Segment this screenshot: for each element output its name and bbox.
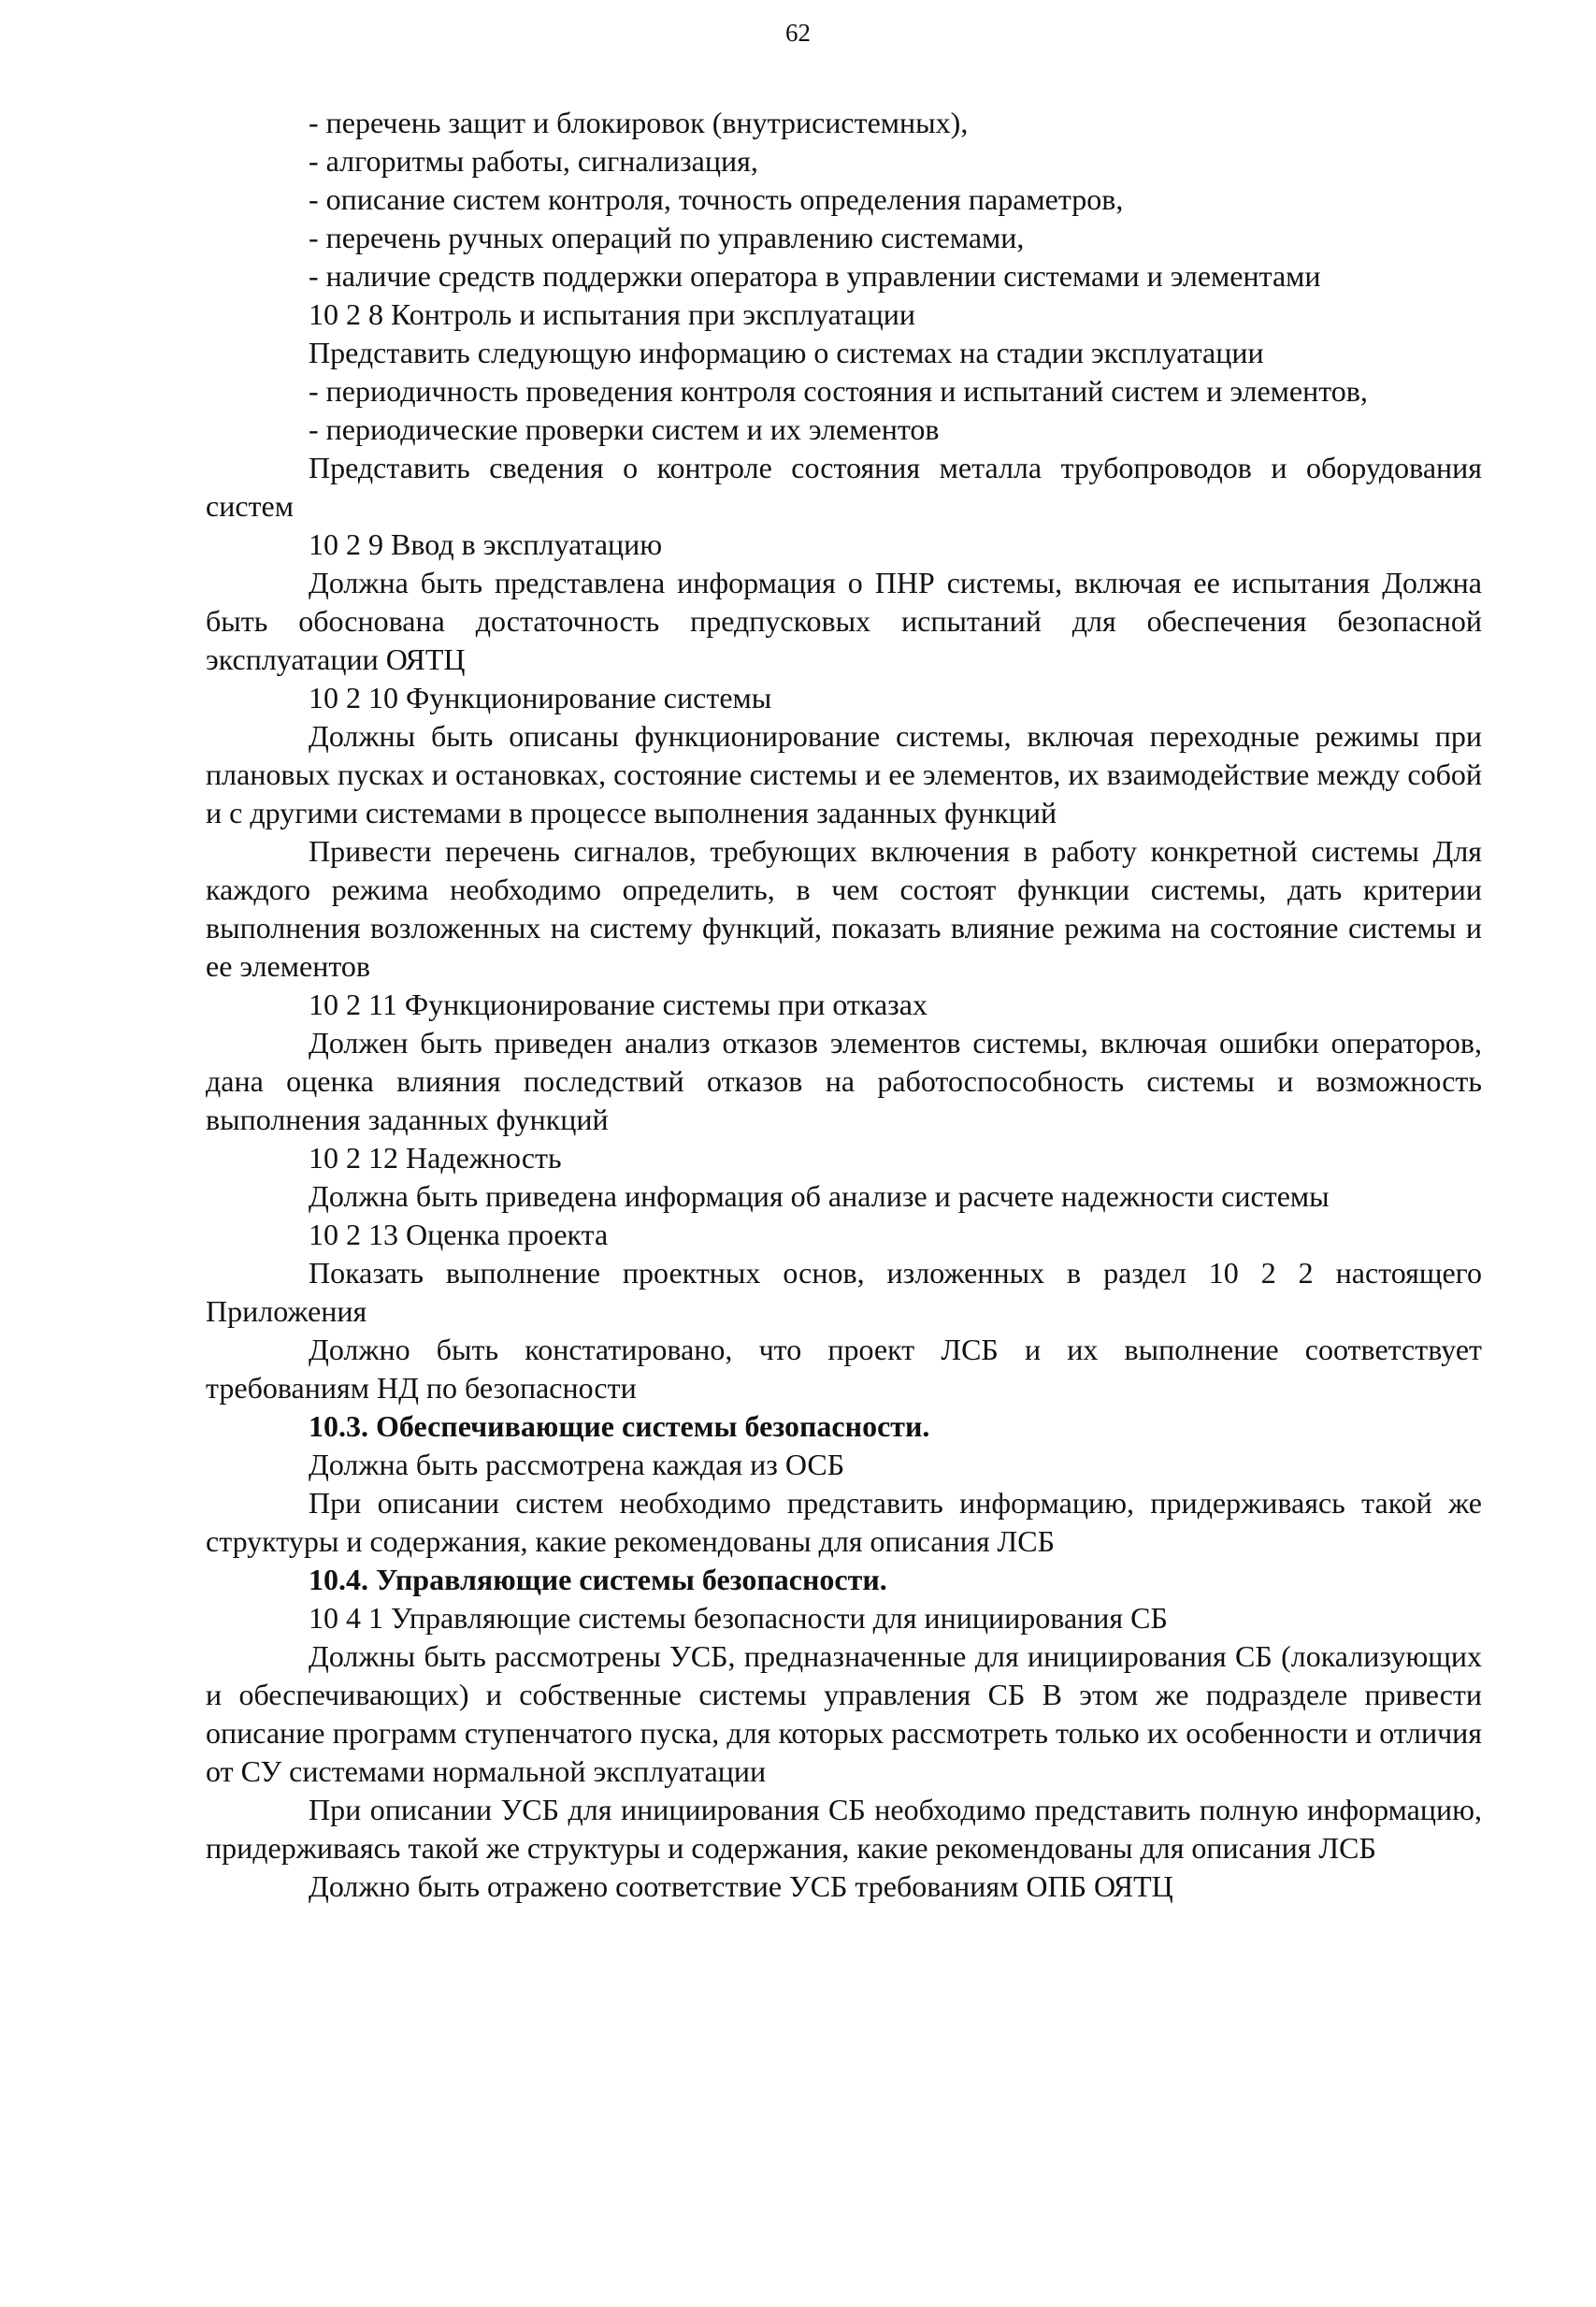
- paragraph: При описании УСБ для инициирования СБ необходимо представить полную информацию, придерживаясь такой же структуры и содержания, какие рекомендованы для описания ЛСБ: [206, 1793, 1482, 1865]
- paragraph: Должно быть констатировано, что проект ЛСБ и их выполнение соответствует требованиям НД по безопасности: [206, 1333, 1482, 1405]
- paragraph: Должна быть приведена информация об анализе и расчете надежности системы: [309, 1179, 1330, 1213]
- paragraph: 10 4 1 Управляющие системы безопасности для инициирования СБ: [309, 1601, 1168, 1635]
- paragraph: Должна быть рассмотрена каждая из ОСБ: [309, 1448, 845, 1481]
- paragraph: - наличие средств поддержки оператора в управлении системами и элементами: [309, 259, 1321, 293]
- page-number: 62: [785, 19, 811, 47]
- paragraph: - алгоритмы работы, сигнализация,: [309, 144, 758, 178]
- paragraph: Должны быть рассмотрены УСБ, предназначенные для инициирования СБ (локализующих и обеспечивающих) и собственные системы управления СБ В этом же подразделе привести описание программ ступенчатого пуска, для которых рассмотреть только их особенности и отличия от СУ системами нормальной эксплуатации: [206, 1639, 1482, 1788]
- paragraph: 10 2 11 Функционирование системы при отказах: [309, 988, 927, 1021]
- paragraph: Должна быть представлена информация о ПНР системы, включая ее испытания Должна быть обоснована достаточность предпусковых испытаний для обеспечения безопасной эксплуатации ОЯТЦ: [206, 566, 1482, 676]
- paragraph: 10 2 12 Надежность: [309, 1141, 562, 1175]
- section-heading: 10.4. Управляющие системы безопасности.: [309, 1563, 887, 1596]
- paragraph: Должны быть описаны функционирование системы, включая переходные режимы при плановых пусках и остановках, состояние системы и ее элементов, их взаимодействие между собой и с другими системами в процессе выполнения заданных функций: [206, 719, 1482, 829]
- paragraph: 10 2 13 Оценка проекта: [309, 1218, 609, 1251]
- paragraph: - перечень ручных операций по управлению системами,: [309, 221, 1025, 254]
- paragraph: При описании систем необходимо представить информацию, придерживаясь такой же структуры и содержания, какие рекомендованы для описания ЛСБ: [206, 1486, 1482, 1558]
- paragraph: Должно быть отражено соответствие УСБ требованиям ОПБ ОЯТЦ: [309, 1869, 1173, 1903]
- paragraph: Должен быть приведен анализ отказов элементов системы, включая ошибки операторов, дана оценка влияния последствий отказов на работоспособность системы и возможность выполнения заданных функций: [206, 1026, 1482, 1136]
- paragraph: Представить сведения о контроле состояния металла трубопроводов и оборудования систем: [206, 451, 1482, 523]
- paragraph: - периодичность проведения контроля состояния и испытаний систем и элементов,: [309, 374, 1368, 408]
- paragraph: 10 2 8 Контроль и испытания при эксплуатации: [309, 297, 915, 331]
- paragraph: Показать выполнение проектных основ, изложенных в раздел 10 2 2 настоящего Приложения: [206, 1256, 1482, 1328]
- paragraph: - описание систем контроля, точность определения параметров,: [309, 182, 1124, 216]
- paragraph: - периодические проверки систем и их элементов: [309, 412, 940, 446]
- section-heading: 10.3. Обеспечивающие системы безопасности.: [309, 1409, 930, 1443]
- paragraph: Представить следующую информацию о системах на стадии эксплуатации: [309, 336, 1264, 369]
- paragraph: 10 2 9 Ввод в эксплуатацию: [309, 527, 663, 561]
- paragraph: - перечень защит и блокировок (внутрисистемных),: [309, 106, 969, 139]
- paragraph: 10 2 10 Функционирование системы: [309, 681, 772, 714]
- paragraph: Привести перечень сигналов, требующих включения в работу конкретной системы Для каждого режима необходимо определить, в чем состоят функции системы, дать критерии выполнения возложенных на систему функций, показать влияние режима на состояние системы и ее элементов: [206, 834, 1482, 983]
- document-body: [206, 104, 1482, 1906]
